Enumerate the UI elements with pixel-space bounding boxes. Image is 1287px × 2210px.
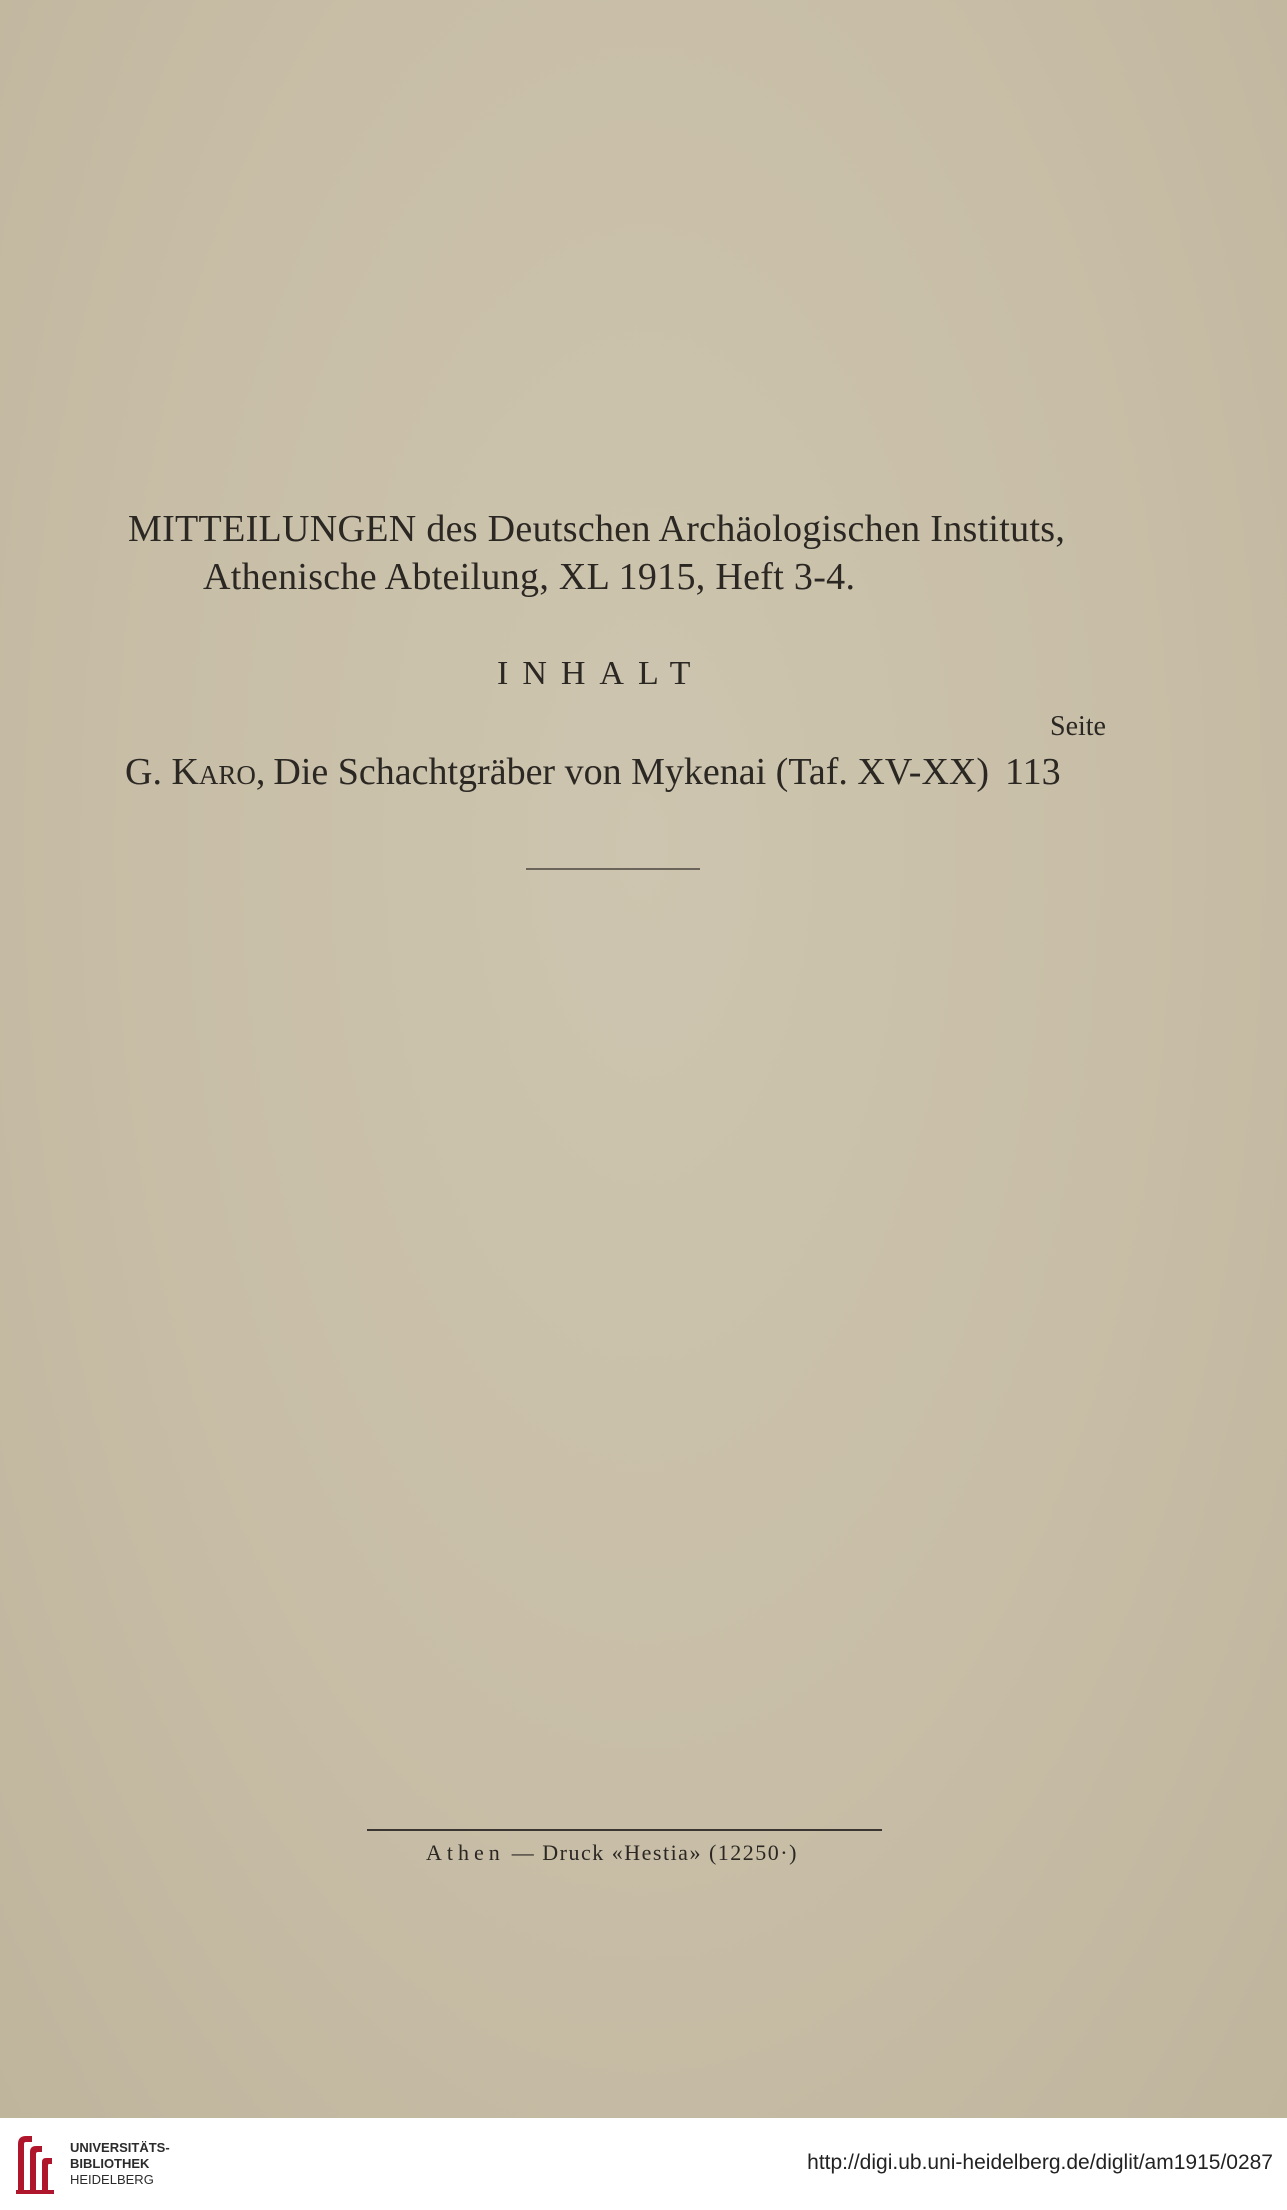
toc-entry-title: Die Schachtgräber von Mykenai (Taf. XV-XX)	[273, 751, 989, 793]
contents-heading: INHALT	[497, 655, 705, 692]
imprint-printer: — Druck «Hestia» (12250·)	[511, 1840, 798, 1865]
library-footer	[0, 2118, 1287, 2210]
toc-entry	[125, 750, 1061, 794]
toc-entry-page: 113	[1005, 751, 1061, 793]
page-column-label: Seite	[1050, 711, 1106, 742]
library-logo-text	[70, 2140, 170, 2188]
journal-title-line-1: MITTEILUNGEN des Deutschen Archäologischen Instituts,	[128, 508, 1066, 550]
library-logo-icon	[12, 2130, 56, 2196]
logo-line-3: HEIDELBERG	[70, 2172, 154, 2187]
journal-title-line-2: Athenische Abteilung, XL 1915, Heft 3-4.	[203, 556, 856, 598]
separator-rule	[526, 868, 700, 870]
logo-line-2: BIBLIOTHEK	[70, 2156, 150, 2171]
permalink-url[interactable]: http://digi.ub.uni-heidelberg.de/diglit/am1915/0287	[807, 2151, 1273, 2174]
printer-imprint	[426, 1840, 798, 1866]
imprint-city: Athen	[426, 1840, 505, 1865]
imprint-rule	[367, 1829, 882, 1831]
logo-line-1: UNIVERSITÄTS-	[70, 2140, 170, 2155]
toc-entry-author: G. Karo,	[125, 751, 266, 793]
